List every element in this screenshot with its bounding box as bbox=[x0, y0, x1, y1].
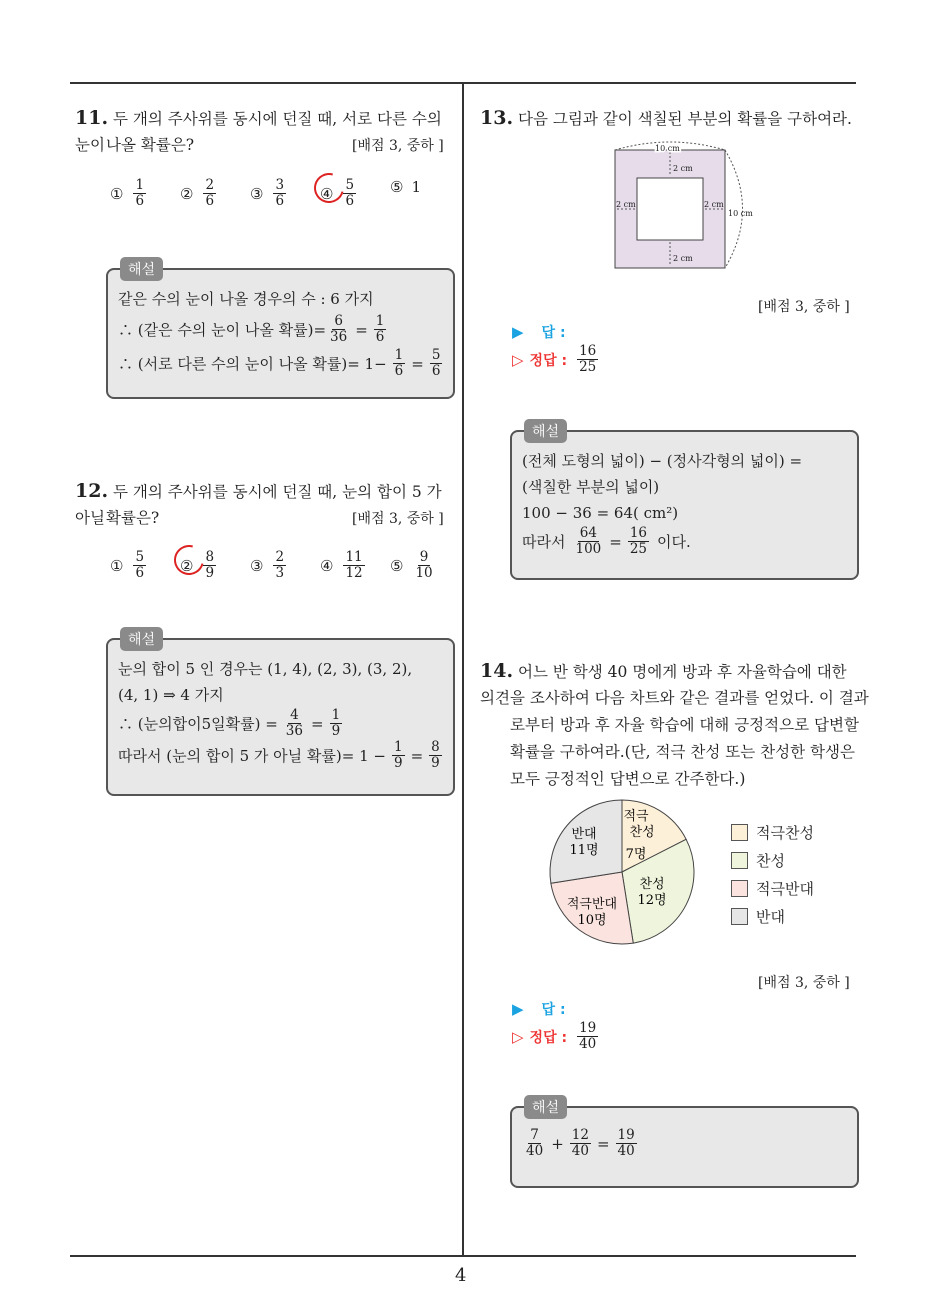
denominator: 6 bbox=[375, 329, 385, 345]
solution-line bbox=[522, 1128, 639, 1159]
legend-label: 찬성 bbox=[756, 852, 785, 870]
answer-row bbox=[512, 322, 566, 342]
fraction bbox=[577, 1021, 598, 1052]
solution-line bbox=[118, 740, 444, 771]
solution-line: 눈의 합이 5 인 경우는 (1, 4), (2, 3), (3, 2), bbox=[118, 660, 413, 678]
question-text-cont: 확률은? bbox=[106, 509, 160, 527]
equals: = bbox=[410, 746, 424, 765]
correct-label: 정답 : bbox=[529, 1029, 568, 1046]
fraction bbox=[393, 348, 406, 379]
numerator: 9 bbox=[419, 549, 429, 565]
solution-text: 따라서 (눈의 합이 5 가 아닐 확률)= 1 − bbox=[118, 746, 386, 765]
fraction bbox=[328, 314, 349, 345]
slice-label: 찬성 bbox=[639, 877, 665, 892]
fraction bbox=[133, 550, 146, 581]
denominator: 25 bbox=[579, 359, 597, 375]
question-text: 다음 그림과 같이 색칠된 부분의 확률을 구하여라. bbox=[518, 110, 852, 128]
numerator: 1 bbox=[375, 313, 385, 329]
page-number: 4 bbox=[455, 1265, 467, 1286]
denominator: 40 bbox=[579, 1036, 597, 1052]
denominator: 6 bbox=[135, 193, 145, 209]
numerator: 16 bbox=[629, 525, 648, 541]
solution-line bbox=[522, 526, 691, 557]
choice-option[interactable] bbox=[110, 178, 148, 209]
question-number: 14. bbox=[480, 660, 514, 682]
choice-marker: ① bbox=[110, 184, 124, 203]
legend-swatch bbox=[731, 852, 748, 869]
question-number: 13. bbox=[480, 107, 514, 129]
numerator: 12 bbox=[571, 1127, 589, 1143]
slice-count: 7명 bbox=[625, 847, 647, 862]
correct-answer-row bbox=[512, 344, 600, 375]
label-inner-top: 2 cm bbox=[673, 164, 693, 173]
denominator: 6 bbox=[205, 193, 215, 209]
solution-tag: 해설 bbox=[120, 627, 163, 651]
question-text-cont: 나올 확률은? bbox=[106, 136, 195, 154]
choice-option[interactable] bbox=[110, 550, 148, 581]
label-inner-right: 2 cm bbox=[704, 200, 724, 209]
denominator: 9 bbox=[205, 565, 215, 581]
fraction bbox=[343, 550, 364, 581]
question-text: 어느 반 학생 40 명에게 방과 후 자율학습에 대한 의견 bbox=[480, 663, 847, 707]
choice-option[interactable] bbox=[390, 178, 421, 196]
fraction bbox=[203, 550, 216, 581]
score-meta: [배점 3, 중하 ] bbox=[352, 511, 444, 527]
pie-chart bbox=[548, 798, 708, 958]
legend-label: 반대 bbox=[756, 908, 785, 926]
equals: = bbox=[310, 714, 324, 733]
choice-option[interactable] bbox=[250, 550, 288, 581]
answer-arrow-icon: ▶ bbox=[512, 1000, 524, 1018]
numerator: 19 bbox=[579, 1020, 597, 1036]
denominator: 100 bbox=[575, 541, 602, 557]
denominator: 40 bbox=[526, 1143, 544, 1159]
question-number: 12. bbox=[75, 480, 109, 502]
bottom-rule bbox=[70, 1255, 856, 1257]
fraction bbox=[374, 314, 387, 345]
solution-text: 따라서 bbox=[522, 532, 566, 551]
solution-line bbox=[118, 348, 444, 379]
fraction bbox=[628, 526, 649, 557]
denominator: 9 bbox=[393, 755, 403, 771]
fraction bbox=[577, 344, 598, 375]
denominator: 9 bbox=[331, 723, 341, 739]
question-text: 두 개의 주사위를 동시에 던질 때, 눈의 합이 5 가 아닐 bbox=[75, 483, 442, 527]
denominator: 9 bbox=[431, 755, 440, 771]
label-inner-left: 2 cm bbox=[616, 200, 636, 209]
question-number: 11. bbox=[75, 107, 109, 129]
equals: = bbox=[411, 354, 424, 373]
legend-item bbox=[731, 850, 785, 871]
score-meta: [배점 3, 중하 ] bbox=[758, 299, 850, 315]
fraction bbox=[273, 550, 286, 581]
fraction bbox=[573, 526, 603, 557]
solution-line: (색칠한 부분의 넓이) bbox=[522, 478, 660, 496]
inner-square bbox=[637, 178, 703, 240]
fraction bbox=[430, 348, 443, 379]
answer-label: 답 : bbox=[541, 1002, 566, 1018]
numerator: 8 bbox=[431, 739, 440, 755]
choice-marker: ④ bbox=[320, 556, 334, 575]
solution-line: 100 − 36 = 64( cm²) bbox=[522, 504, 679, 522]
correct-answer-row bbox=[512, 1021, 600, 1052]
denominator: 25 bbox=[629, 541, 648, 557]
answer-arrow-icon: ▶ bbox=[512, 323, 524, 341]
denominator: 12 bbox=[345, 565, 363, 581]
correct-label: 정답 : bbox=[529, 352, 568, 369]
denominator: 36 bbox=[330, 329, 348, 345]
fraction bbox=[392, 740, 405, 771]
answer-row bbox=[512, 999, 566, 1019]
legend-label: 적극찬성 bbox=[756, 824, 814, 842]
denominator: 6 bbox=[431, 363, 441, 379]
question-text-cont: 확률을 구하여라.(단, 적극 찬성 또는 찬성한 학생은 bbox=[510, 743, 855, 761]
numerator: 5 bbox=[345, 177, 355, 193]
numerator: 7 bbox=[530, 1127, 539, 1143]
question-13 bbox=[480, 105, 860, 132]
fraction bbox=[570, 1128, 591, 1159]
choice-marker: ② bbox=[180, 184, 194, 203]
numerator: 4 bbox=[290, 707, 299, 723]
numerator: 8 bbox=[205, 549, 215, 565]
numerator: 2 bbox=[205, 177, 215, 193]
legend-swatch bbox=[731, 824, 748, 841]
choice-option[interactable] bbox=[320, 550, 367, 581]
numerator: 11 bbox=[345, 549, 363, 565]
equals: = bbox=[596, 1134, 610, 1153]
numerator: 64 bbox=[579, 525, 597, 541]
denominator: 10 bbox=[415, 565, 433, 581]
numerator: 5 bbox=[135, 549, 145, 565]
denominator: 40 bbox=[617, 1143, 635, 1159]
denominator: 6 bbox=[394, 363, 404, 379]
choice-marker: ① bbox=[110, 556, 124, 575]
slice-label: 찬성 bbox=[629, 825, 655, 840]
equals: = bbox=[355, 320, 368, 339]
solution-line: (4, 1) ⇒ 4 가지 bbox=[118, 686, 224, 704]
legend-item bbox=[731, 906, 785, 927]
legend-item bbox=[731, 878, 814, 899]
legend-swatch bbox=[731, 880, 748, 897]
fraction bbox=[284, 708, 305, 739]
fraction bbox=[203, 178, 216, 209]
plus-sign: + bbox=[551, 1134, 564, 1153]
solution-tag: 해설 bbox=[524, 1095, 567, 1119]
denominator: 36 bbox=[285, 723, 303, 739]
choice-option[interactable] bbox=[390, 550, 437, 581]
slice-count: 10명 bbox=[577, 913, 607, 928]
solution-line bbox=[118, 708, 344, 739]
numerator: 6 bbox=[334, 313, 343, 329]
correct-arrow-icon: ▷ bbox=[512, 350, 524, 369]
choice-marker: ③ bbox=[250, 556, 264, 575]
numerator: 1 bbox=[331, 707, 341, 723]
choice-marker: ③ bbox=[250, 184, 264, 203]
answer-label: 답 : bbox=[541, 325, 566, 341]
solution-text: ∴ (눈의합이5일확률) = bbox=[118, 714, 278, 733]
solution-tag: 해설 bbox=[524, 419, 567, 443]
fraction bbox=[133, 178, 146, 209]
legend-label: 적극반대 bbox=[756, 880, 814, 898]
correct-arrow-icon: ▷ bbox=[512, 1027, 524, 1046]
choice-option[interactable] bbox=[180, 178, 218, 209]
label-right: 10 cm bbox=[728, 209, 753, 218]
slice-label: 적극반대 bbox=[566, 897, 618, 912]
choice-option[interactable] bbox=[250, 178, 288, 209]
question-text-cont: 모두 긍정적인 답변으로 간주한다.) bbox=[510, 770, 746, 788]
square-figure bbox=[600, 140, 770, 275]
solution-text: ∴ (같은 수의 눈이 나올 확률)= bbox=[118, 320, 327, 339]
fraction bbox=[330, 708, 343, 739]
choice-marker: ⑤ bbox=[390, 178, 404, 196]
numerator: 16 bbox=[579, 343, 597, 359]
choice-value: 1 bbox=[411, 178, 421, 196]
question-text: 두 개의 주사위를 동시에 던질 때, 서로 다른 수의 눈이 bbox=[75, 110, 442, 154]
numerator: 1 bbox=[394, 347, 404, 363]
question-text-cont: 을 조사하여 다음 차트와 같은 결과를 얻었다. 이 결과 bbox=[510, 689, 869, 707]
numerator: 1 bbox=[135, 177, 145, 193]
numerator: 1 bbox=[393, 739, 403, 755]
solution-text: 이다. bbox=[657, 532, 691, 551]
denominator: 6 bbox=[135, 565, 145, 581]
solution-line: (전체 도형의 넓이) − (정사각형의 넓이) = bbox=[522, 452, 803, 470]
equals: = bbox=[609, 532, 622, 551]
fraction bbox=[413, 550, 434, 581]
numerator: 2 bbox=[275, 549, 285, 565]
score-meta: [배점 3, 중하 ] bbox=[352, 138, 444, 154]
choice-option[interactable] bbox=[320, 178, 358, 209]
solution-line: 같은 수의 눈이 나올 경우의 수 : 6 가지 bbox=[118, 290, 374, 308]
solution-line bbox=[118, 314, 388, 345]
fraction bbox=[429, 740, 442, 771]
fraction bbox=[524, 1128, 545, 1159]
fraction bbox=[616, 1128, 637, 1159]
legend-item bbox=[731, 822, 814, 843]
choice-marker: ④ bbox=[320, 184, 334, 203]
slice-label: 반대 bbox=[571, 827, 597, 842]
denominator: 40 bbox=[571, 1143, 589, 1159]
fraction bbox=[343, 178, 356, 209]
denominator: 6 bbox=[345, 193, 355, 209]
question-text-cont: 로부터 방과 후 자율 학습에 대해 긍정적으로 답변할 bbox=[510, 716, 859, 734]
slice-count: 11명 bbox=[569, 843, 599, 858]
numerator: 5 bbox=[431, 347, 441, 363]
score-meta: [배점 3, 중하 ] bbox=[758, 975, 850, 991]
denominator: 3 bbox=[275, 565, 285, 581]
choice-marker: ⑤ bbox=[390, 556, 404, 575]
label-top: 10 cm bbox=[655, 144, 680, 153]
legend-swatch bbox=[731, 908, 748, 925]
label-inner-bottom: 2 cm bbox=[673, 254, 693, 263]
numerator: 3 bbox=[275, 177, 285, 193]
choice-marker: ② bbox=[180, 556, 194, 575]
slice-count: 12명 bbox=[637, 893, 667, 908]
fraction bbox=[273, 178, 286, 209]
column-divider bbox=[462, 84, 464, 1256]
choice-option[interactable] bbox=[180, 550, 218, 581]
solution-tag: 해설 bbox=[120, 257, 163, 281]
numerator: 19 bbox=[617, 1127, 635, 1143]
solution-text: ∴ (서로 다른 수의 눈이 나올 확률)= 1− bbox=[118, 354, 387, 373]
slice-label: 적극 bbox=[623, 809, 649, 824]
denominator: 6 bbox=[275, 193, 285, 209]
